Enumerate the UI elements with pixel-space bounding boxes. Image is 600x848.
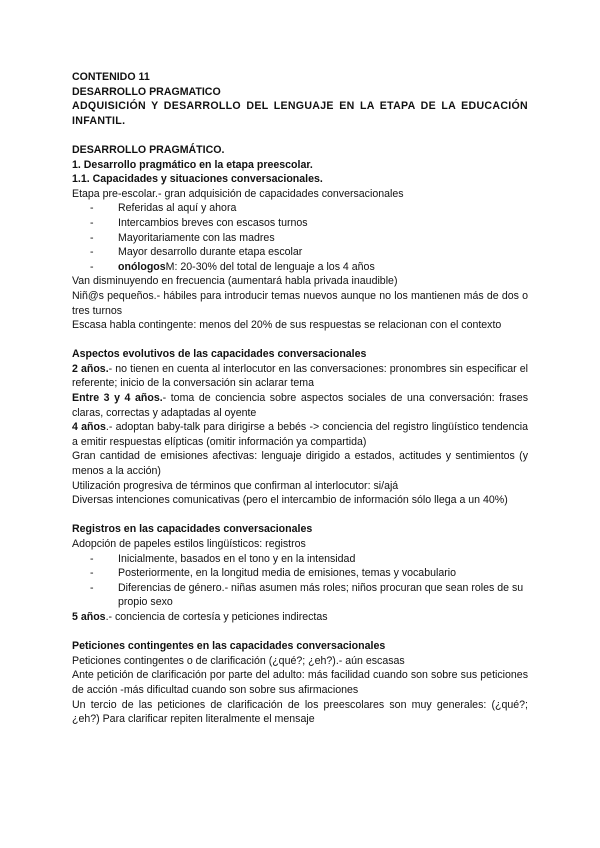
age-label: 5 años xyxy=(72,610,106,623)
age-label: Entre 3 y 4 años. xyxy=(72,392,163,405)
section-title: DESARROLLO PRAGMÁTICO. xyxy=(72,143,225,156)
list-item xyxy=(88,260,528,275)
onologos-term: onólogos xyxy=(118,260,166,273)
paragraph xyxy=(72,391,528,420)
list-item: - Mayoritariamente con las madres xyxy=(88,231,528,246)
topic-title: DESARROLLO PRAGMATICO xyxy=(72,85,221,98)
age-label: 4 años xyxy=(72,421,106,434)
paragraph: Utilización progresiva de términos que confirman al interlocutor: si/ajá xyxy=(72,479,399,492)
age-label: 2 años. xyxy=(72,362,109,375)
age-text: .- adoptan baby-talk para dirigirse a bebés -> conciencia del registro lingüístico tendencia a emitir respuestas elípticas (omitir información ya compartida) xyxy=(72,421,528,448)
list-item: - Intercambios breves con escasos turnos xyxy=(88,216,528,231)
content-number: CONTENIDO 11 xyxy=(72,71,150,83)
paragraph xyxy=(72,362,528,391)
etapa-list xyxy=(72,201,528,274)
subsubsection-heading: 1.1. Capacidades y situaciones conversacionales. xyxy=(72,173,323,186)
age-text: - no tienen en cuenta al interlocutor en las conversaciones: pronombres sin especificar el referente; inicio de la conversación sin aclarar tema xyxy=(72,362,528,390)
paragraph xyxy=(72,610,528,625)
age-text: - toma de conciencia sobre aspectos sociales de una conversación: frases claras, correctas y adaptadas al oyente xyxy=(72,392,528,419)
list-item: - Mayor desarrollo durante etapa escolar xyxy=(88,245,528,260)
etapa-intro: Etapa pre-escolar.- gran adquisición de capacidades conversacionales xyxy=(72,187,404,200)
paragraph xyxy=(72,420,528,449)
paragraph: Niñ@s pequeños.- hábiles para introducir temas nuevos aunque no los mantienen más de dos o tres turnos xyxy=(72,289,528,317)
document-title: ADQUISICIÓN Y DESARROLLO DEL LENGUAJE EN LA ETAPA DE LA EDUCACIÓN INFANTIL. xyxy=(72,100,528,127)
paragraph: Peticiones contingentes o de clarificación (¿qué?; ¿eh?).- aún escasas xyxy=(72,654,405,667)
registros-intro: Adopción de papeles estilos lingüísticos: registros xyxy=(72,538,306,550)
list-item: - Diferencias de género.- niñas asumen más roles; niños procuran que sean roles de su propio sexo xyxy=(88,581,528,610)
paragraph: Van disminuyendo en frecuencia (aumentará habla privada inaudible) xyxy=(72,275,398,288)
list-item: - Posteriormente, en la longitud media de emisiones, temas y vocabulario xyxy=(88,566,528,581)
paragraph: Gran cantidad de emisiones afectivas: lenguaje dirigido a estados, actitudes y sentimientos (y menos a la acción) xyxy=(72,450,528,478)
onologos-text: M: 20-30% del total de lenguaje a los 4 años xyxy=(165,260,375,273)
aspectos-heading: Aspectos evolutivos de las capacidades conversacionales xyxy=(72,348,367,361)
registros-list xyxy=(72,552,528,610)
paragraph: Ante petición de clarificación por parte del adulto: más facilidad cuando son sobre sus peticiones de acción -más dificultad cuando son sobre sus afirmaciones xyxy=(72,669,528,696)
paragraph: Escasa habla contingente: menos del 20% de sus respuestas se relacionan con el contexto xyxy=(72,319,502,332)
age-text: .- conciencia de cortesía y peticiones indirectas xyxy=(105,610,328,623)
list-item: - Inicialmente, basados en el tono y en la intensidad xyxy=(88,552,528,567)
registros-heading: Registros en las capacidades conversacionales xyxy=(72,523,313,536)
paragraph: Diversas intenciones comunicativas (pero el intercambio de información sólo llega a un 40%) xyxy=(72,494,508,507)
subsection-heading: 1. Desarrollo pragmático en la etapa preescolar. xyxy=(72,158,313,171)
peticiones-heading: Peticiones contingentes en las capacidades conversacionales xyxy=(72,640,386,653)
list-item: - Referidas al aquí y ahora xyxy=(88,201,528,216)
paragraph: Un tercio de las peticiones de clarificación de los preescolares son muy generales: (¿qué?; ¿eh?) Para clarificar repiten literalmente el mensaje xyxy=(72,698,528,726)
